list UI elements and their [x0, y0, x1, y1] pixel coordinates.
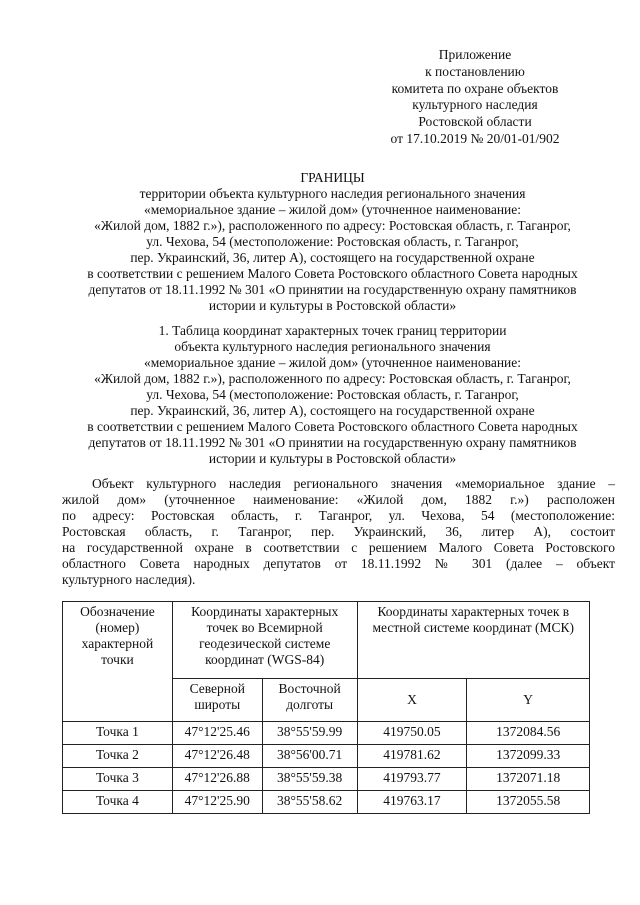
- cell-latitude: 47°12'25.90: [172, 791, 262, 814]
- cell-x: 419793.77: [357, 768, 467, 791]
- paragraph-line: по адресу: Ростовская область, г. Таганрог, ул. Чехова, 54 (местоположение:: [62, 508, 615, 523]
- cell-x: 419750.05: [357, 722, 467, 745]
- title-heading: ГРАНИЦЫ: [300, 170, 365, 185]
- paragraph-line: жилой дом» (уточненное наименование: «Жилой дом, 1882 г.») расположен: [62, 492, 615, 507]
- appendix-line: к постановлению: [425, 63, 525, 79]
- caption-line: объекта культурного наследия регионального значения: [174, 339, 491, 354]
- appendix-line: от 17.10.2019 № 20/01-01/902: [390, 130, 560, 146]
- title-line: депутатов от 18.11.1992 № 301 «О принятии на государственную охрану памятников: [88, 282, 577, 297]
- title-line: территории объекта культурного наследия регионального значения: [139, 186, 526, 201]
- appendix-header: [360, 47, 590, 148]
- cell-point: Точка 1: [63, 722, 173, 745]
- table-row: [63, 722, 590, 745]
- appendix-line: культурного наследия: [412, 97, 538, 113]
- caption-line: ул. Чехова, 54 (местоположение: Ростовская область, г. Таганрог,: [146, 387, 519, 402]
- table-header-row: [63, 602, 590, 679]
- paragraph-line: на государственной охране в соответствии с решением Малого Совета Ростовского: [62, 540, 615, 555]
- cell-latitude: 47°12'25.46: [172, 722, 262, 745]
- cell-point: Точка 2: [63, 745, 173, 768]
- header-msk-coordinates: Координаты характерных точек в местной системе координат (МСК): [357, 602, 589, 679]
- cell-y: 1372099.33: [467, 745, 590, 768]
- table-row: [63, 768, 590, 791]
- table-caption: [50, 323, 615, 467]
- title-line: пер. Украинский, 36, литер А), состоящего на государственной охране: [130, 250, 535, 265]
- subheader-north-latitude: Северной широты: [172, 679, 262, 722]
- title-line: «мемориальное здание – жилой дом» (уточненное наименование:: [143, 202, 522, 217]
- subheader-y: Y: [467, 679, 590, 722]
- object-description: [62, 476, 615, 588]
- header-wgs84-coordinates: Координаты характерных точек во Всемирной геодезической системе координат (WGS-84): [172, 602, 357, 679]
- header-point-designation: Обозначение (номер) характерной точки: [63, 602, 173, 722]
- paragraph-line: Ростовская область, г. Таганрог, пер. Украинский, 36, литер А), состоит: [62, 524, 615, 539]
- subheader-x: X: [357, 679, 467, 722]
- cell-longitude: 38°55'59.99: [262, 722, 357, 745]
- cell-y: 1372055.58: [467, 791, 590, 814]
- document-title: [50, 170, 615, 314]
- title-line: «Жилой дом, 1882 г.»), расположенного по адресу: Ростовская область, г. Таганрог,: [94, 218, 571, 233]
- caption-line: пер. Украинский, 36, литер А), состоящего на государственной охране: [130, 403, 535, 418]
- table-row: [63, 745, 590, 768]
- cell-latitude: 47°12'26.48: [172, 745, 262, 768]
- cell-longitude: 38°55'59.38: [262, 768, 357, 791]
- appendix-line: Приложение: [438, 47, 512, 62]
- caption-line: «Жилой дом, 1882 г.»), расположенного по адресу: Ростовская область, г. Таганрог,: [94, 371, 571, 386]
- caption-line: депутатов от 18.11.1992 № 301 «О принятии на государственную охрану памятников: [88, 435, 577, 450]
- cell-y: 1372084.56: [467, 722, 590, 745]
- paragraph-line: областного Совета народных депутатов от 18.11.1992 № 301 (далее – объект: [62, 556, 615, 571]
- cell-x: 419763.17: [357, 791, 467, 814]
- cell-x: 419781.62: [357, 745, 467, 768]
- appendix-line: комитета по охране объектов: [391, 80, 559, 96]
- caption-line: 1. Таблица координат характерных точек границ территории: [158, 323, 507, 338]
- cell-y: 1372071.18: [467, 768, 590, 791]
- subheader-east-longitude: Восточной долготы: [262, 679, 357, 722]
- caption-line: «мемориальное здание – жилой дом» (уточненное наименование:: [143, 355, 522, 370]
- paragraph-line: культурного наследия).: [62, 572, 196, 587]
- cell-longitude: 38°55'58.62: [262, 791, 357, 814]
- title-line: в соответствии с решением Малого Совета Ростовского областного Совета народных: [87, 266, 578, 281]
- coordinates-table: [62, 601, 590, 814]
- paragraph-line: Объект культурного наследия регионального значения «мемориальное здание –: [92, 476, 615, 491]
- title-line: ул. Чехова, 54 (местоположение: Ростовская область, г. Таганрог,: [146, 234, 519, 249]
- table-row: [63, 791, 590, 814]
- cell-latitude: 47°12'26.88: [172, 768, 262, 791]
- cell-point: Точка 3: [63, 768, 173, 791]
- title-line: истории и культуры в Ростовской области»: [208, 298, 457, 313]
- caption-line: в соответствии с решением Малого Совета Ростовского областного Совета народных: [87, 419, 578, 434]
- cell-point: Точка 4: [63, 791, 173, 814]
- appendix-line: Ростовской области: [418, 114, 532, 130]
- caption-line: истории и культуры в Ростовской области»: [208, 451, 457, 466]
- cell-longitude: 38°56'00.71: [262, 745, 357, 768]
